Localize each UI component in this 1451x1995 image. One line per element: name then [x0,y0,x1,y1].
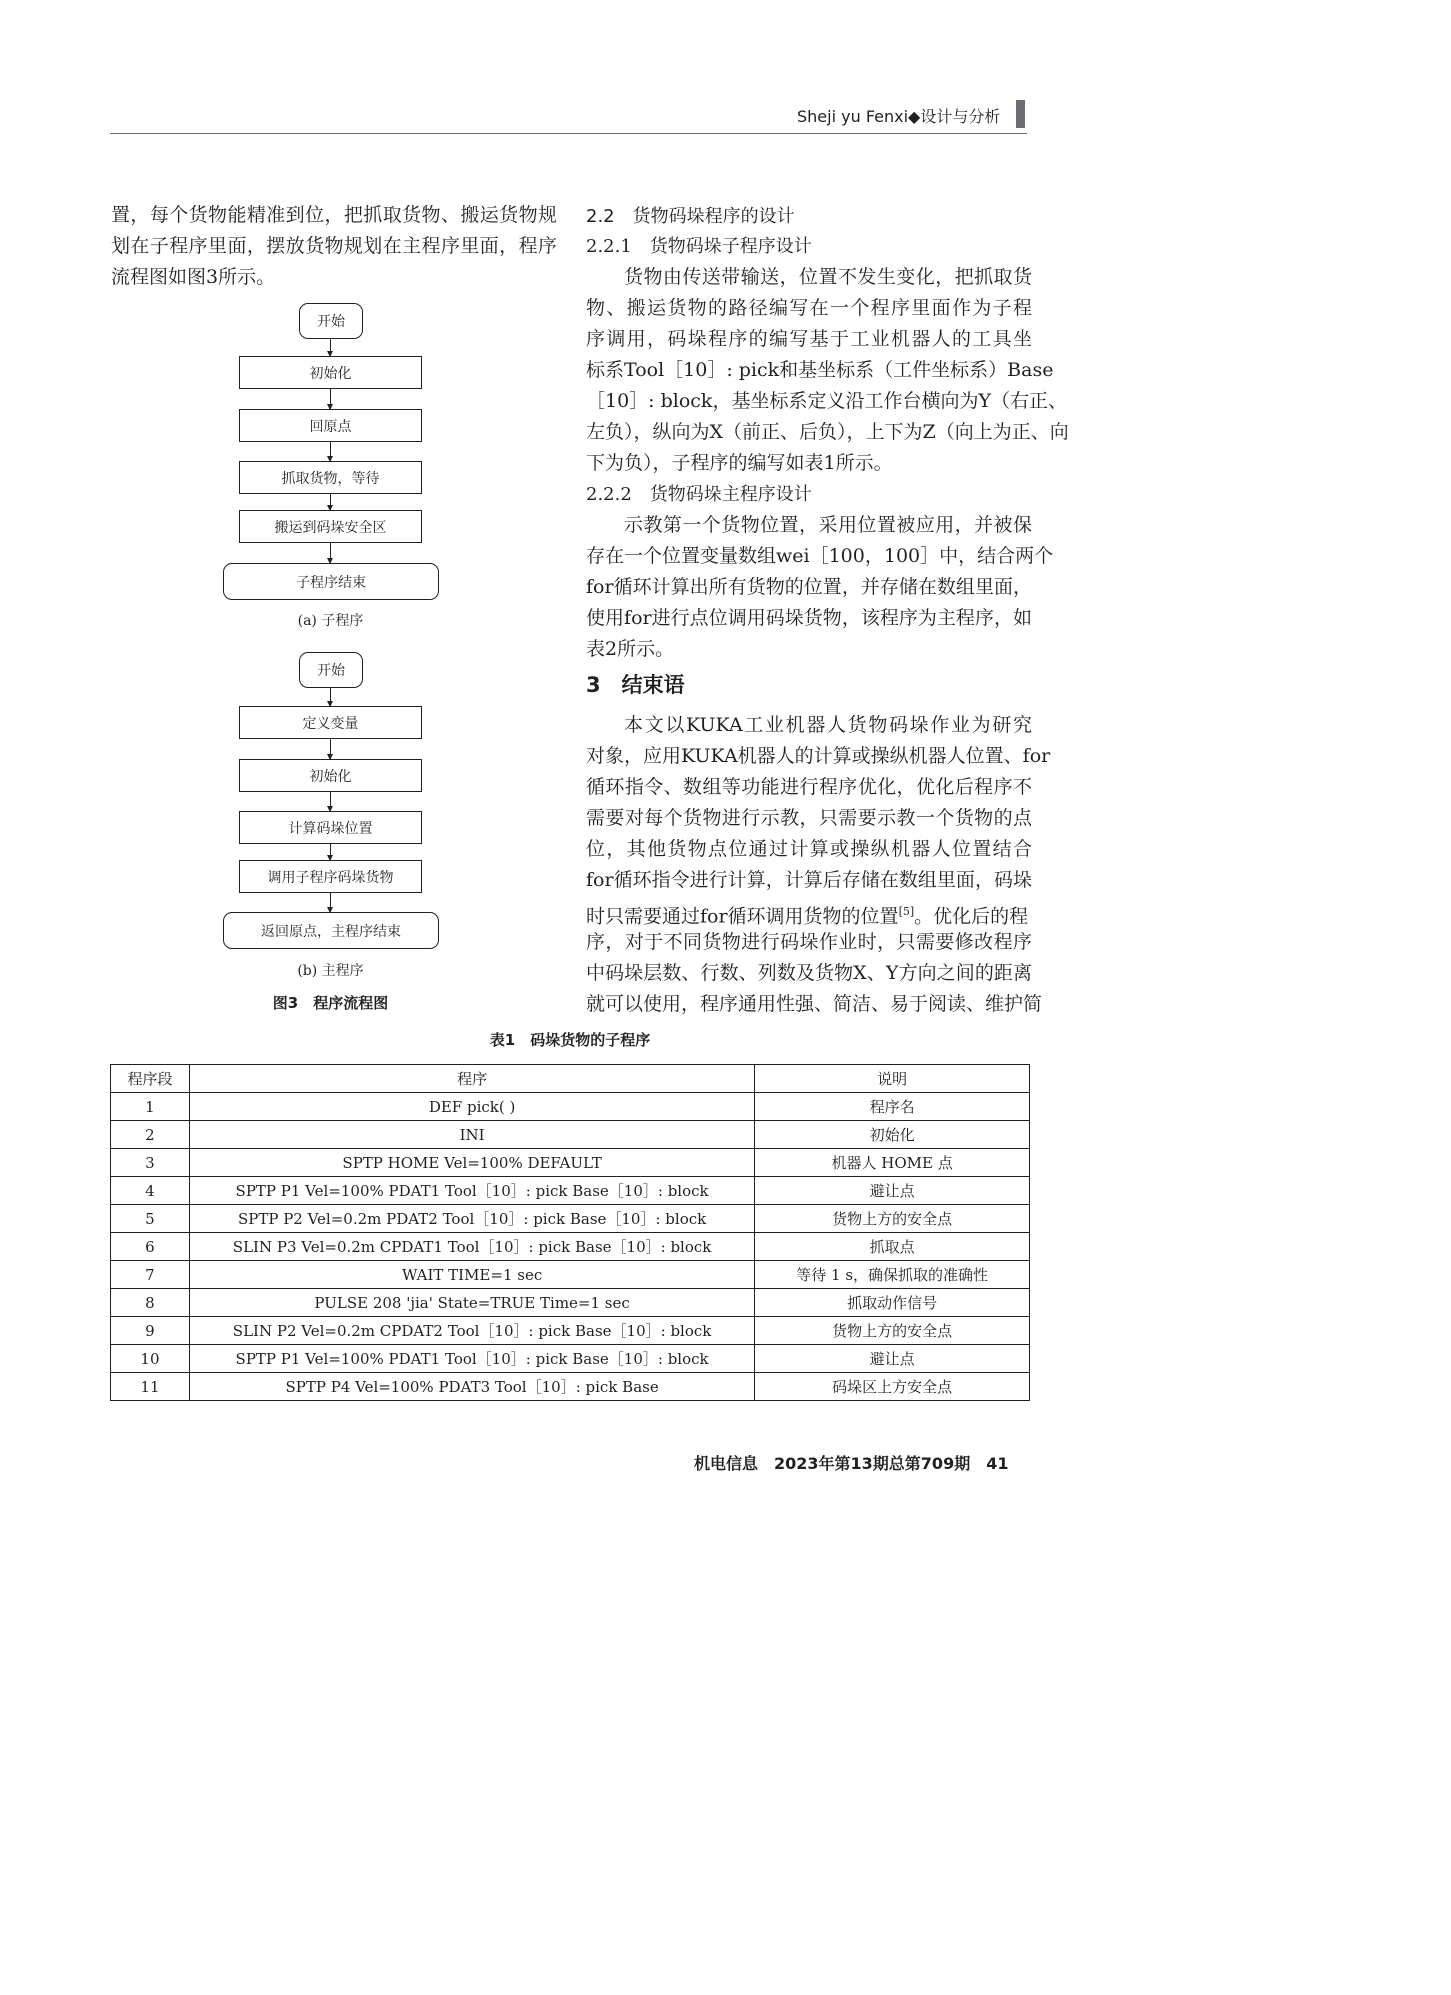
section-heading-3: 3 结束语 [586,673,685,697]
table-row [111,1121,1030,1149]
table-row [111,1289,1030,1317]
flow-arrow [330,494,331,510]
subfigure-caption: (b) 主程序 [297,963,364,979]
table-row [111,1149,1030,1177]
table-cell: 程序名 [755,1093,1030,1121]
table-cell: 5 [111,1205,190,1233]
table-row [111,1205,1030,1233]
table-caption: 表1 码垛货物的子程序 [489,1031,651,1049]
table-cell: 避让点 [755,1177,1030,1205]
body-line: 序调用，码垛程序的编写基于工业机器人的工具坐 [586,328,1032,350]
body-line: 需要对每个货物进行示教，只需要示教一个货物的点 [586,807,1032,829]
body-line: 存在一个位置变量数组wei［100，100］中，结合两个 [586,545,1054,567]
flow-arrow [330,739,331,759]
flow-step-node: 回原点 [239,409,422,442]
flow-end-node: 子程序结束 [223,563,439,600]
table-cell: 3 [111,1149,190,1177]
table-cell: 初始化 [755,1121,1030,1149]
body-line: 下为负），子程序的编写如表1所示。 [586,452,893,474]
flow-step-node: 计算码垛位置 [239,811,422,844]
flow-step-node: 抓取货物，等待 [239,461,422,494]
header-bar [1016,100,1025,128]
flow-arrow [330,442,331,461]
table-cell: 货物上方的安全点 [755,1205,1030,1233]
table-cell: 机器人 HOME 点 [755,1149,1030,1177]
table-row [111,1345,1030,1373]
table-cell: 等待 1 s，确保抓取的准确性 [755,1261,1030,1289]
running-head: Sheji yu Fenxi◆设计与分析 [797,107,1001,126]
flow-start-node: 开始 [299,303,363,339]
table-row [111,1233,1030,1261]
body-line: 货物由传送带输送，位置不发生变化，把抓取货 [624,266,1032,288]
table-cell: WAIT TIME=1 sec [189,1261,754,1289]
flow-arrow [330,389,331,409]
flow-step-node: 调用子程序码垛货物 [239,860,422,893]
section-heading-2-2: 2.2 货物码垛程序的设计 [586,206,795,227]
flow-arrow [330,339,331,356]
table-cell: 2 [111,1121,190,1149]
table-cell: 1 [111,1093,190,1121]
section-heading-2-2-2: 2.2.2 货物码垛主程序设计 [586,484,812,505]
citation-ref: [5] [898,905,915,918]
table-row [111,1261,1030,1289]
table-row [111,1373,1030,1401]
body-line: 本文以KUKA工业机器人货物码垛作业为研究 [624,714,1032,736]
table-cell: 11 [111,1373,190,1401]
flow-end-node: 返回原点，主程序结束 [223,912,439,949]
table-cell: 4 [111,1177,190,1205]
table-cell: 9 [111,1317,190,1345]
body-line: 对象，应用KUKA机器人的计算或操纵机器人位置、for [586,745,1051,767]
flow-arrow [330,792,331,811]
flow-step-node: 初始化 [239,759,422,792]
table-cell: SPTP HOME Vel=100% DEFAULT [189,1149,754,1177]
body-line: ［10］: block，基坐标系定义沿工作台横向为Y（右正、 [586,390,1067,412]
table-row [111,1177,1030,1205]
body-line: 物、搬运货物的路径编写在一个程序里面作为子程 [586,297,1032,319]
body-line: 位，其他货物点位通过计算或操纵机器人位置结合 [586,838,1032,860]
table-cell: 避让点 [755,1345,1030,1373]
left-text-line: 置，每个货物能精准到位，把抓取货物、搬运货物规 [111,204,557,226]
body-line: 标系Tool［10］: pick和基坐标系（工件坐标系）Base [586,359,1054,381]
flow-arrow [330,893,331,912]
section-heading-2-2-1: 2.2.1 货物码垛子程序设计 [586,236,812,257]
body-line: 序，对于不同货物进行码垛作业时，只需要修改程序 [586,931,1032,953]
body-line: 表2所示。 [586,638,675,660]
table-cell: SPTP P1 Vel=100% PDAT1 Tool［10］: pick Base［10］: block [189,1345,754,1373]
flow-step-node: 定义变量 [239,706,422,739]
column-header: 程序段 [111,1065,190,1093]
flow-arrow [330,844,331,860]
table-cell: 10 [111,1345,190,1373]
flow-arrow [330,688,331,706]
body-line: 中码垛层数、行数、列数及货物X、Y方向之间的距离 [586,962,1032,984]
body-line: 循环指令、数组等功能进行程序优化，优化后程序不 [586,776,1032,798]
table-cell: DEF pick( ) [189,1093,754,1121]
body-line: for循环计算出所有货物的位置，并存储在数组里面， [586,576,1032,598]
body-text: 。优化后的程 [914,905,1029,928]
table-cell: SPTP P4 Vel=100% PDAT3 Tool［10］: pick Base [189,1373,754,1401]
table-cell: INI [189,1121,754,1149]
left-text-line: 流程图如图3所示。 [111,266,276,288]
table-cell: 6 [111,1233,190,1261]
figure-caption: 图3 程序流程图 [272,994,389,1012]
subprogram-table [110,1064,1030,1401]
column-header: 说明 [755,1065,1030,1093]
body-line: 左负），纵向为X（前正、后负），上下为Z（向上为正、向 [586,421,1069,443]
table-cell: 抓取点 [755,1233,1030,1261]
table-row [111,1093,1030,1121]
body-text: 时只需要通过for循环调用货物的位置 [586,905,899,928]
column-header: 程序 [189,1065,754,1093]
table-cell: 抓取动作信号 [755,1289,1030,1317]
page-footer: 机电信息 2023年第13期总第709期 41 [694,1454,1009,1473]
body-line: 就可以使用，程序通用性强、简洁、易于阅读、维护简 [586,993,1043,1015]
table-cell: SLIN P2 Vel=0.2m CPDAT2 Tool［10］: pick Base［10］: block [189,1317,754,1345]
body-line: for循环指令进行计算，计算后存储在数组里面，码垛 [586,869,1032,891]
flow-step-node: 初始化 [239,356,422,389]
flow-step-node: 搬运到码垛安全区 [239,510,422,543]
table-cell: SPTP P1 Vel=100% PDAT1 Tool［10］: pick Base［10］: block [189,1177,754,1205]
table-header-row [111,1065,1030,1093]
left-text-line: 划在子程序里面，摆放货物规划在主程序里面，程序 [111,235,557,257]
table-cell: 7 [111,1261,190,1289]
flow-start-node: 开始 [299,652,363,688]
table-cell: 码垛区上方安全点 [755,1373,1030,1401]
flow-arrow [330,543,331,563]
table-cell: 8 [111,1289,190,1317]
body-line: 示教第一个货物位置，采用位置被应用，并被保 [624,514,1032,536]
table-cell: SLIN P3 Vel=0.2m CPDAT1 Tool［10］: pick Base［10］: block [189,1233,754,1261]
table-cell: PULSE 208 'jia' State=TRUE Time=1 sec [189,1289,754,1317]
body-line: 使用for进行点位调用码垛货物，该程序为主程序，如 [586,607,1032,629]
table-row [111,1317,1030,1345]
subfigure-caption: (a) 子程序 [297,613,364,629]
header-rule [110,133,1027,134]
table-cell: 货物上方的安全点 [755,1317,1030,1345]
table-cell: SPTP P2 Vel=0.2m PDAT2 Tool［10］: pick Base［10］: block [189,1205,754,1233]
